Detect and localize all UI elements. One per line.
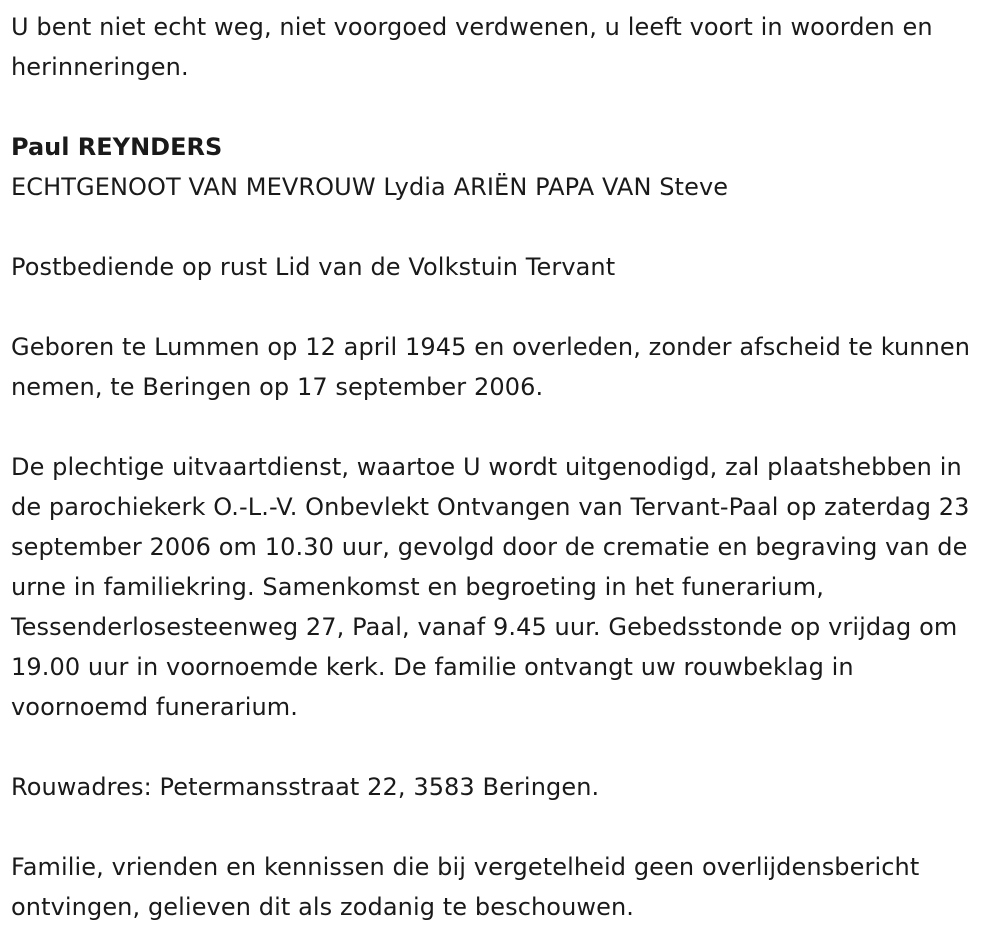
spacer [11, 287, 1000, 327]
spacer [11, 807, 1000, 847]
closing-note: Familie, vrienden en kennissen die bij vergetelheid geen overlijdensbericht ontvingen, gelieven dit als zodanig te beschouwen. [11, 853, 920, 921]
intro-verse: U bent niet echt weg, niet voorgoed verdwenen, u leeft voort in woorden en herinneringen. [11, 13, 933, 81]
mourning-address: Rouwadres: Petermansstraat 22, 3583 Beringen. [11, 773, 600, 801]
spacer [11, 407, 1000, 447]
spacer [11, 727, 1000, 767]
spacer [11, 207, 1000, 247]
spacer [11, 87, 1000, 127]
funeral-info-paragraph: De plechtige uitvaartdienst, waartoe U wordt uitgenodigd, zal plaatshebben in de parochiekerk O.-L.-V. Onbevlekt Ontvangen van Tervant-Paal op zaterdag 23 september 2006 om 10.30 uur, gevolgd door de crematie en begraving van de urne in familiekring. Samenkomst en begroeting in het funerarium, Tessenderlosesteenweg 27, Paal, vanaf 9.45 uur. Gebedsstonde op vrijdag om 19.00 uur in voornoemde kerk. De familie ontvangt uw rouwbeklag in voornoemd funerarium. [11, 453, 970, 721]
occupation-line: Postbediende op rust Lid van de Volkstuin Tervant [11, 253, 616, 281]
relation-line: ECHTGENOOT VAN MEVROUW Lydia ARIËN PAPA VAN Steve [11, 173, 729, 201]
birth-death-paragraph: Geboren te Lummen op 12 april 1945 en overleden, zonder afscheid te kunnen nemen, te Beringen op 17 september 2006. [11, 333, 971, 401]
deceased-name: Paul REYNDERS [11, 133, 223, 161]
